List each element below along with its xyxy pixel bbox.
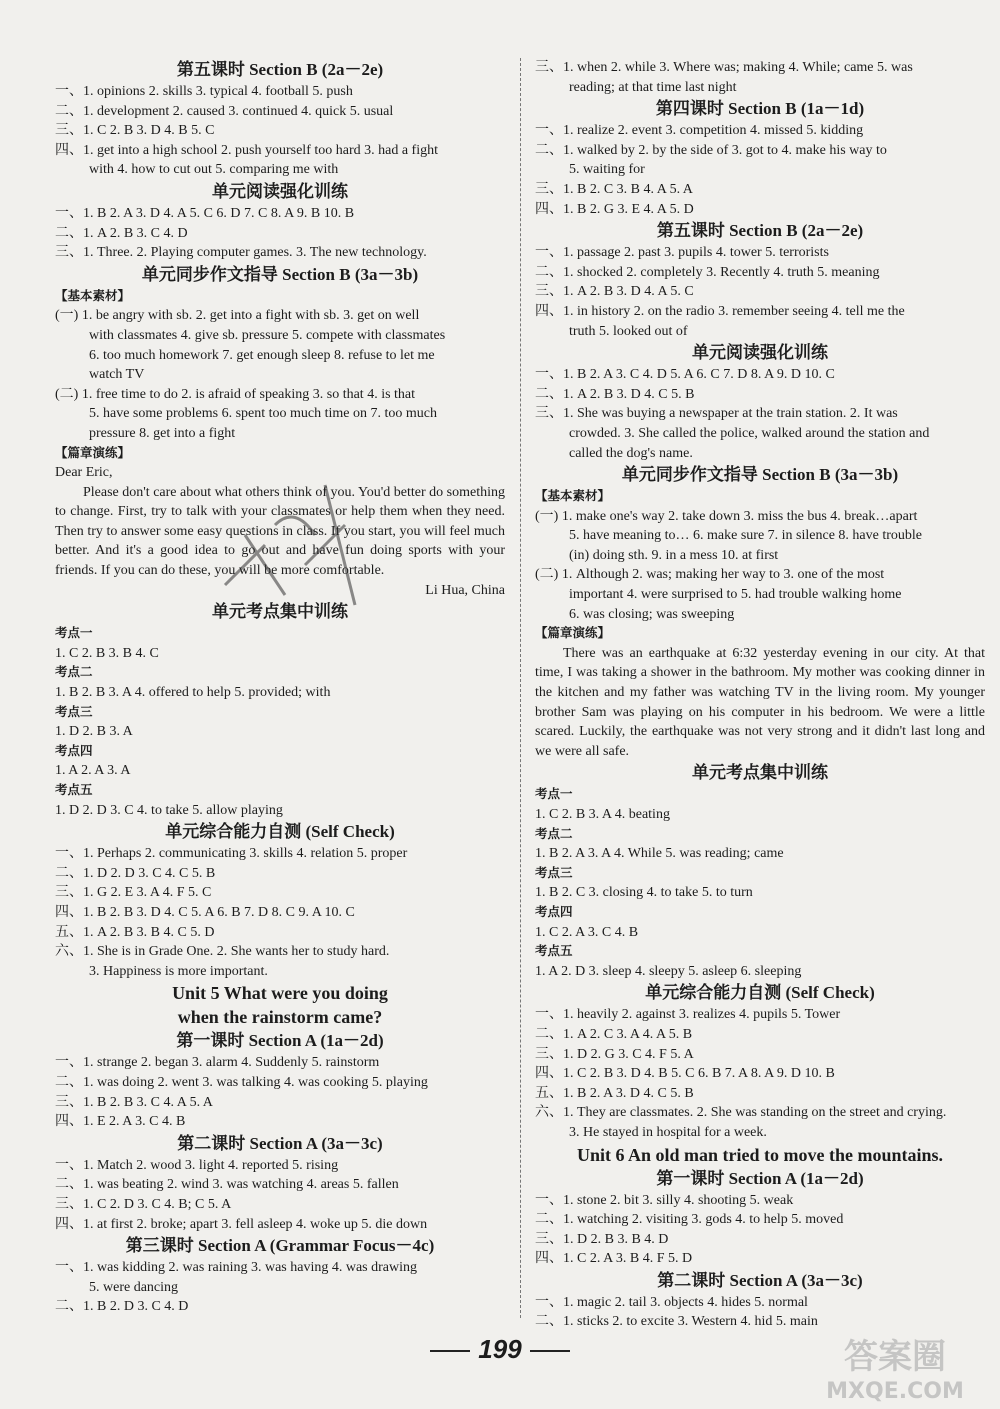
answer-line: 二、1. watching 2. visiting 3. gods 4. to help 5. moved bbox=[535, 1212, 844, 1228]
section-heading: 单元综合能力自测 (Self Check) bbox=[165, 822, 395, 842]
answer-line: called the dog's name. bbox=[569, 445, 693, 461]
subsection-label: 考点一 bbox=[55, 626, 93, 641]
answer-line: 5. were dancing bbox=[89, 1279, 179, 1295]
answer-line: 二、1. shocked 2. completely 3. Recently 4. truth 5. meaning bbox=[535, 264, 880, 280]
answer-line: 二、1. D 2. D 3. C 4. C 5. B bbox=[55, 865, 216, 881]
svg-text:答案圈: 答案圈 bbox=[844, 1337, 946, 1377]
subsection-label: 考点二 bbox=[535, 826, 573, 841]
answer-line: 3. He stayed in hospital for a week. bbox=[569, 1124, 767, 1140]
subsection-label: 考点五 bbox=[55, 783, 93, 797]
section-heading: 第一课时 Section A (1a－2d) bbox=[176, 1031, 384, 1051]
answer-line: truth 5. looked out of bbox=[569, 323, 688, 339]
answer-line: 四、1. C 2. B 3. D 4. B 5. C 6. B 7. A 8. A 9. D 10. B bbox=[535, 1066, 835, 1082]
answer-line: 三、1. G 2. E 3. A 4. F 5. C bbox=[55, 885, 212, 901]
answer-line: 三、1. B 2. B 3. C 4. A 5. A bbox=[55, 1094, 213, 1110]
answer-line: 二、1. A 2. B 3. C 4. D bbox=[55, 225, 188, 241]
answer-line: 三、1. Three. 2. Playing computer games. 3. The new technology. bbox=[55, 245, 427, 261]
section-heading: 单元阅读强化训练 bbox=[212, 181, 348, 201]
answer-line: 三、1. C 2. B 3. D 4. B 5. C bbox=[55, 123, 215, 139]
essay-paragraph: Please don't care about what others think of you. You'd better do something to change. First, try to talk with your classmates or help them when they need. Then try to answer some easy questions in class. If you start, you will feel much better. And it's a good idea to go out and have fun doing sports with your friends. If you can do these, you will be more comfortable. bbox=[55, 484, 505, 579]
unit-heading: when the rainstorm came? bbox=[177, 1007, 383, 1028]
answer-line: 1. A 2. D 3. sleep 4. sleepy 5. asleep 6. sleeping bbox=[535, 963, 802, 979]
answer-line: (二) 1. free time to do 2. is afraid of speaking 3. so that 4. is that bbox=[55, 386, 416, 402]
answer-line: 1. C 2. A 3. C 4. B bbox=[535, 924, 639, 940]
answer-line: 1. C 2. B 3. A 4. beating bbox=[535, 807, 670, 822]
answer-line: 四、1. get into a high school 2. push yourself too hard 3. had a fight bbox=[55, 142, 438, 158]
subsection-label: 【基本素材】 bbox=[55, 288, 131, 303]
subsection-label: 【篇章演练】 bbox=[535, 626, 611, 641]
answer-line: 一、1. magic 2. tail 3. objects 4. hides 5. normal bbox=[535, 1294, 808, 1310]
answer-line: 3. Happiness is more important. bbox=[89, 963, 268, 979]
column-divider bbox=[520, 58, 521, 1318]
answer-line: with classmates 4. give sb. pressure 5. compete with classmates bbox=[89, 327, 446, 343]
answer-line: 二、1. A 2. C 3. A 4. A 5. B bbox=[535, 1026, 693, 1042]
answer-line: 四、1. in history 2. on the radio 3. remember seeing 4. tell me the bbox=[535, 303, 905, 319]
answer-line: 一、1. heavily 2. against 3. realizes 4. pupils 5. Tower bbox=[535, 1007, 841, 1023]
answer-line: 六、1. They are classmates. 2. She was standing on the street and crying. bbox=[535, 1105, 947, 1121]
answer-line: 二、1. A 2. B 3. D 4. C 5. B bbox=[535, 386, 695, 402]
answer-line: 二、1. B 2. D 3. C 4. D bbox=[55, 1299, 189, 1315]
unit-heading: Unit 6 An old man tried to move the mountains. bbox=[576, 1144, 944, 1165]
handwritten-scribble bbox=[205, 465, 375, 635]
answer-line: 一、1. realize 2. event 3. competition 4. missed 5. kidding bbox=[535, 123, 864, 139]
answer-line: pressure 8. get into a fight bbox=[89, 425, 236, 441]
answer-line: 二、1. was beating 2. wind 3. was watching 4. areas 5. fallen bbox=[55, 1177, 399, 1193]
answer-line: 三、1. She was buying a newspaper at the train station. 2. It was bbox=[535, 406, 898, 422]
section-heading: 第一课时 Section A (1a－2d) bbox=[656, 1168, 864, 1188]
svg-text:MXQE.COM: MXQE.COM bbox=[826, 1379, 964, 1404]
answer-line: 6. too much homework 7. get enough sleep 8. refuse to let me bbox=[89, 347, 435, 363]
unit-heading: Unit 5 What were you doing bbox=[172, 983, 388, 1004]
answer-line: (in) doing sth. 9. in a mess 10. at first bbox=[569, 547, 779, 563]
answer-line: (一) 1. be angry with sb. 2. get into a fight with sb. 3. get on well bbox=[55, 308, 420, 324]
answer-line: 二、1. was doing 2. went 3. was talking 4. was cooking 5. playing bbox=[55, 1074, 428, 1090]
answer-line: 五、1. B 2. A 3. D 4. C 5. B bbox=[535, 1085, 694, 1101]
right-column bbox=[535, 58, 985, 1332]
section-heading: 单元考点集中训练 bbox=[692, 763, 828, 783]
answer-line: 三、1. D 2. B 3. B 4. D bbox=[535, 1231, 669, 1247]
subsection-label: 考点二 bbox=[55, 665, 93, 680]
subsection-label: 考点四 bbox=[55, 743, 93, 758]
answer-line: 一、1. B 2. A 3. D 4. A 5. C 6. D 7. C 8. A 9. B 10. B bbox=[55, 205, 355, 221]
subsection-label: 考点三 bbox=[55, 704, 93, 719]
answer-line: 1. A 2. A 3. A bbox=[55, 763, 131, 779]
section-heading: 第五课时 Section B (2a－2e) bbox=[656, 221, 864, 241]
answer-line: 三、1. D 2. G 3. C 4. F 5. A bbox=[535, 1046, 694, 1062]
answer-line: 一、1. stone 2. bit 3. silly 4. shooting 5. weak bbox=[535, 1192, 794, 1208]
answer-line: 三、1. A 2. B 3. D 4. A 5. C bbox=[535, 284, 694, 300]
page-number: 199 bbox=[0, 1334, 1000, 1365]
answer-line: 四、1. C 2. A 3. B 4. F 5. D bbox=[535, 1251, 693, 1267]
answer-line: 二、1. development 2. caused 3. continued 4. quick 5. usual bbox=[55, 103, 394, 119]
answer-line: 一、1. Match 2. wood 3. light 4. reported 5. rising bbox=[55, 1157, 339, 1173]
essay-signature: Li Hua, China bbox=[425, 582, 505, 598]
left-column bbox=[55, 58, 505, 1317]
section-heading: 第三课时 Section A (Grammar Focus－4c) bbox=[125, 1236, 435, 1256]
section-heading: 第四课时 Section B (1a－1d) bbox=[655, 99, 865, 119]
answer-line: 1. D 2. D 3. C 4. to take 5. allow playing bbox=[55, 802, 283, 818]
answer-line: 1. B 2. A 3. A 4. While 5. was reading; came bbox=[535, 846, 784, 862]
answer-line: (二) 1. Although 2. was; making her way to 3. one of the most bbox=[535, 567, 885, 583]
section-heading: 单元综合能力自测 (Self Check) bbox=[645, 983, 875, 1003]
answer-line: 六、1. She is in Grade One. 2. She wants her to study hard. bbox=[55, 944, 390, 960]
subsection-label: 考点一 bbox=[535, 787, 573, 802]
section-heading: 第二课时 Section A (3a－3c) bbox=[657, 1270, 863, 1290]
section-heading: 第二课时 Section A (3a－3c) bbox=[177, 1133, 383, 1153]
answer-line: 一、1. was kidding 2. was raining 3. was having 4. was drawing bbox=[55, 1260, 418, 1276]
answer-line: 四、1. at first 2. broke; apart 3. fell asleep 4. woke up 5. die down bbox=[55, 1216, 428, 1232]
watermark-logo bbox=[795, 1330, 995, 1405]
answer-line: 四、1. B 2. B 3. D 4. C 5. A 6. B 7. D 8. C 9. A 10. C bbox=[55, 904, 355, 920]
answer-line: 5. have meaning to… 6. make sure 7. in silence 8. have trouble bbox=[569, 528, 923, 544]
answer-line: important 4. were surprised to 5. had trouble walking home bbox=[569, 587, 902, 603]
subsection-label: 考点三 bbox=[535, 865, 573, 880]
answer-line: 二、1. walked by 2. by the side of 3. got to 4. make his way to bbox=[535, 142, 887, 158]
answer-line: 1. B 2. C 3. closing 4. to take 5. to turn bbox=[535, 885, 753, 901]
answer-line: reading; at that time last night bbox=[569, 79, 737, 95]
answer-line: crowded. 3. She called the police, walked around the station and bbox=[569, 425, 930, 441]
section-heading: 单元同步作文指导 Section B (3a－3b) bbox=[141, 264, 419, 284]
answer-line: 1. D 2. B 3. A bbox=[55, 724, 133, 740]
answer-line: 三、1. when 2. while 3. Where was; making 4. While; came 5. was bbox=[535, 60, 913, 75]
answer-line: 一、1. strange 2. began 3. alarm 4. Suddenly 5. rainstorm bbox=[55, 1055, 380, 1071]
answer-line: watch TV bbox=[89, 367, 145, 383]
answer-line: 四、1. E 2. A 3. C 4. B bbox=[55, 1114, 186, 1130]
section-heading: 单元同步作文指导 Section B (3a－3b) bbox=[621, 465, 899, 485]
answer-line: 5. have some problems 6. spent too much time on 7. too much bbox=[89, 406, 438, 422]
answer-line: 6. was closing; was sweeping bbox=[569, 606, 735, 622]
subsection-label: 考点四 bbox=[535, 904, 573, 919]
answer-line: 一、1. B 2. A 3. C 4. D 5. A 6. C 7. D 8. A 9. D 10. C bbox=[535, 367, 835, 383]
answer-line: 三、1. B 2. C 3. B 4. A 5. A bbox=[535, 181, 693, 197]
answer-line: 一、1. passage 2. past 3. pupils 4. tower 5. terrorists bbox=[535, 245, 829, 261]
answer-line: with 4. how to cut out 5. comparing me with bbox=[89, 162, 339, 178]
answer-line: Dear Eric, bbox=[55, 465, 113, 481]
section-heading: 第五课时 Section B (2a－2e) bbox=[176, 60, 384, 79]
answer-line: 五、1. A 2. B 3. B 4. C 5. D bbox=[55, 924, 215, 940]
answer-line: 二、1. sticks 2. to excite 3. Western 4. hid 5. main bbox=[535, 1314, 818, 1330]
answer-line: 1. C 2. B 3. B 4. C bbox=[55, 645, 159, 661]
answer-line: 一、1. Perhaps 2. communicating 3. skills 4. relation 5. proper bbox=[55, 846, 408, 862]
answer-line: 四、1. B 2. G 3. E 4. A 5. D bbox=[535, 201, 694, 217]
section-heading: 单元阅读强化训练 bbox=[692, 343, 828, 363]
answer-line: 一、1. opinions 2. skills 3. typical 4. football 5. push bbox=[55, 84, 353, 99]
answer-line: 5. waiting for bbox=[569, 162, 645, 178]
essay-paragraph: There was an earthquake at 6:32 yesterday evening in our city. At that time, I was taking a shower in the bathroom. My mother was cooking dinner in the kitchen and my father was watching TV in the living room. My younger brother Sam was playing on his computer in his bedroom. We were a little scared. Luckily, the earthquake was not very strong and it didn't last long and we were all safe. bbox=[535, 645, 985, 759]
subsection-label: 【基本素材】 bbox=[535, 489, 611, 504]
section-heading: 单元考点集中训练 bbox=[212, 602, 348, 622]
answer-line: (一) 1. make one's way 2. take down 3. miss the bus 4. break…apart bbox=[535, 508, 918, 524]
answer-line: 1. B 2. B 3. A 4. offered to help 5. provided; with bbox=[55, 685, 331, 701]
answer-line: 三、1. C 2. D 3. C 4. B; C 5. A bbox=[55, 1196, 232, 1212]
subsection-label: 【篇章演练】 bbox=[55, 445, 131, 460]
subsection-label: 考点五 bbox=[535, 944, 573, 959]
